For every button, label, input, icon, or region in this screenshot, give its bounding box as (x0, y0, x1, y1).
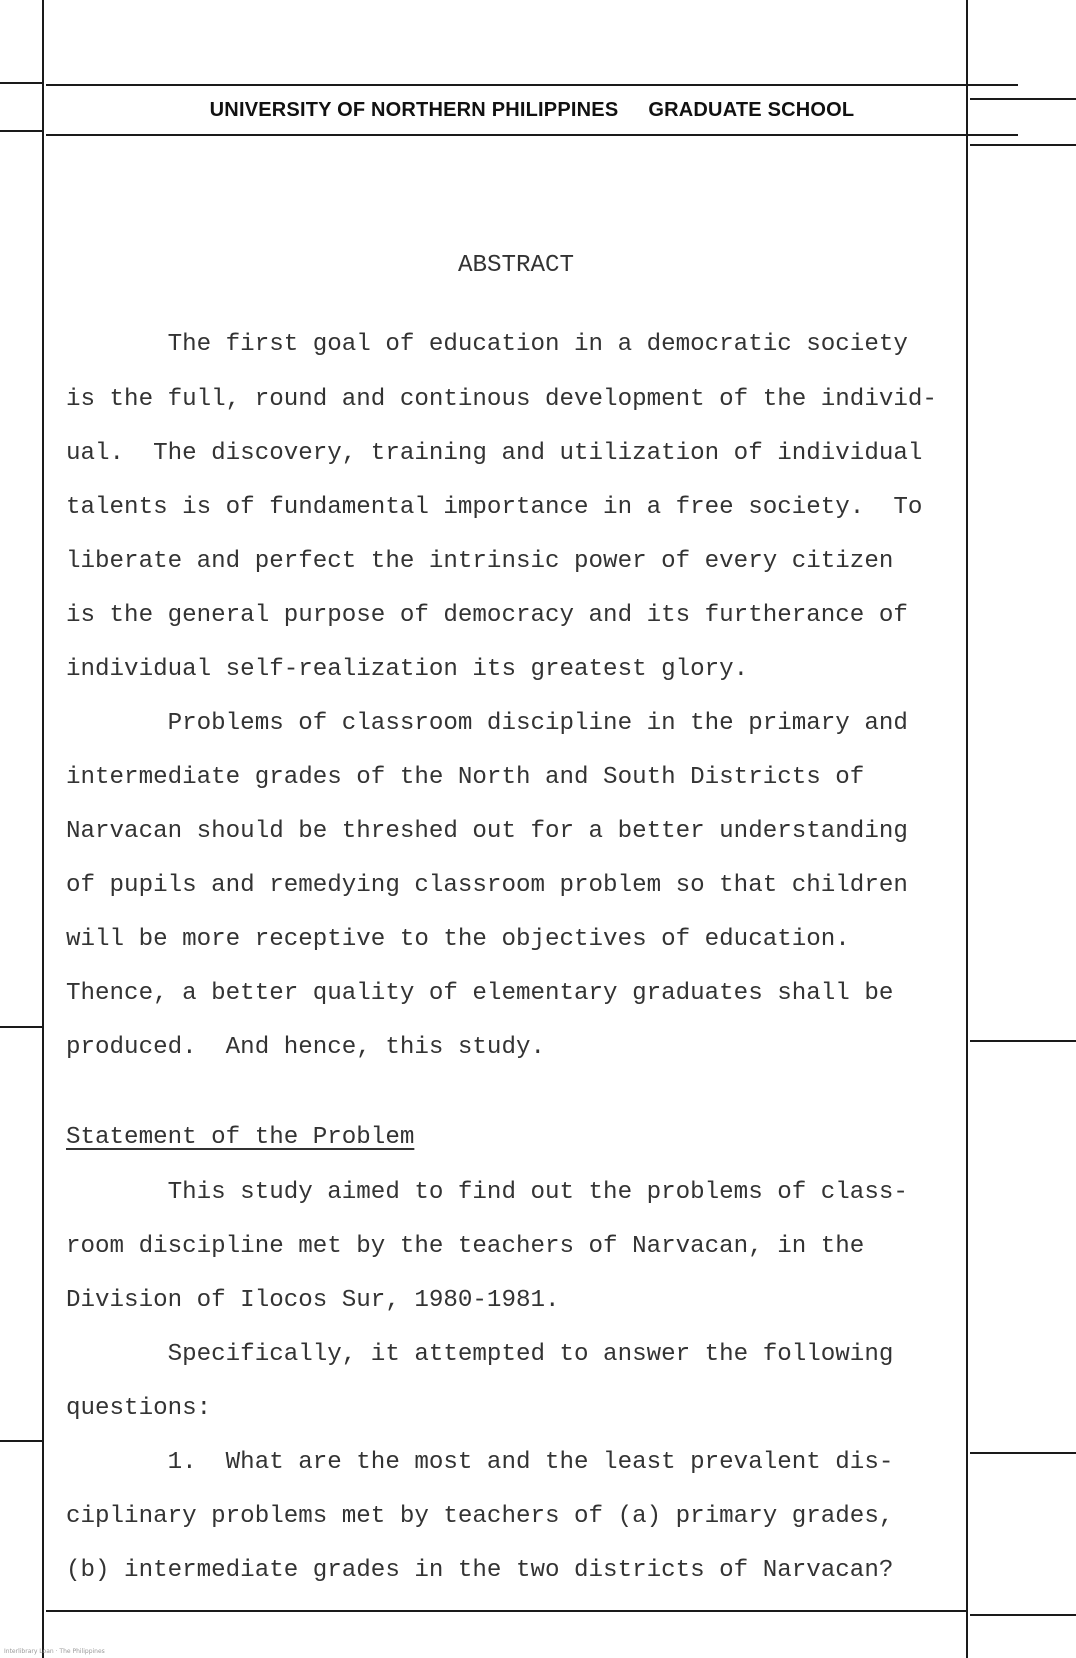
university-name: UNIVERSITY OF NORTHERN PHILIPPINES (209, 98, 619, 121)
letterhead (46, 84, 1018, 136)
scan-footnote: Interlibrary Loan · The Philippines (4, 1648, 105, 1655)
paragraph-line: Narvacan should be threshed out for a better understanding (66, 818, 908, 845)
paragraph-line: will be more receptive to the objectives of education. (66, 926, 850, 953)
paragraph-line: is the full, round and continous development of the individ- (66, 386, 937, 413)
margin-tick (970, 144, 1076, 146)
paragraph-line: produced. And hence, this study. (66, 1034, 545, 1061)
paragraph-line: room discipline met by the teachers of Narvacan, in the (66, 1233, 865, 1260)
paragraph-line: Specifically, it attempted to answer the following (66, 1341, 894, 1368)
bottom-rule-right (970, 1614, 1076, 1616)
paragraph-line: of pupils and remedying classroom problem so that children (66, 872, 908, 899)
paragraph-line: intermediate grades of the North and South Districts of (66, 764, 865, 791)
paragraph-line: This study aimed to find out the problems of class- (66, 1179, 908, 1206)
question-line: 1. What are the most and the least prevalent dis- (66, 1449, 894, 1476)
margin-tick (0, 1026, 42, 1028)
paragraph-line: questions: (66, 1395, 212, 1422)
paragraph-line: individual self-realization its greatest glory. (66, 656, 749, 683)
paragraph-line: Thence, a better quality of elementary graduates shall be (66, 980, 894, 1007)
margin-tick (0, 82, 42, 84)
paragraph-line: is the general purpose of democracy and its furtherance of (66, 602, 908, 629)
left-margin-line (42, 0, 44, 1658)
paragraph-line: liberate and perfect the intrinsic power of every citizen (66, 548, 894, 575)
paragraph-line: ual. The discovery, training and utilization of individual (66, 440, 923, 467)
margin-tick (0, 1440, 42, 1442)
page-title: ABSTRACT (457, 252, 575, 279)
paragraph-line: Problems of classroom discipline in the primary and (66, 710, 908, 737)
margin-tick (0, 130, 42, 132)
bottom-rule (46, 1610, 968, 1612)
question-line: ciplinary problems met by teachers of (a) primary grades, (66, 1503, 894, 1530)
question-line: (b) intermediate grades in the two districts of Narvacan? (66, 1557, 894, 1584)
section-heading: Statement of the Problem (66, 1124, 415, 1151)
paragraph-line: The first goal of education in a democratic society (66, 331, 908, 358)
paragraph-line: talents is of fundamental importance in a free society. To (66, 494, 923, 521)
graduate-school: GRADUATE SCHOOL (648, 98, 855, 121)
paragraph-line: Division of Ilocos Sur, 1980-1981. (66, 1287, 560, 1314)
